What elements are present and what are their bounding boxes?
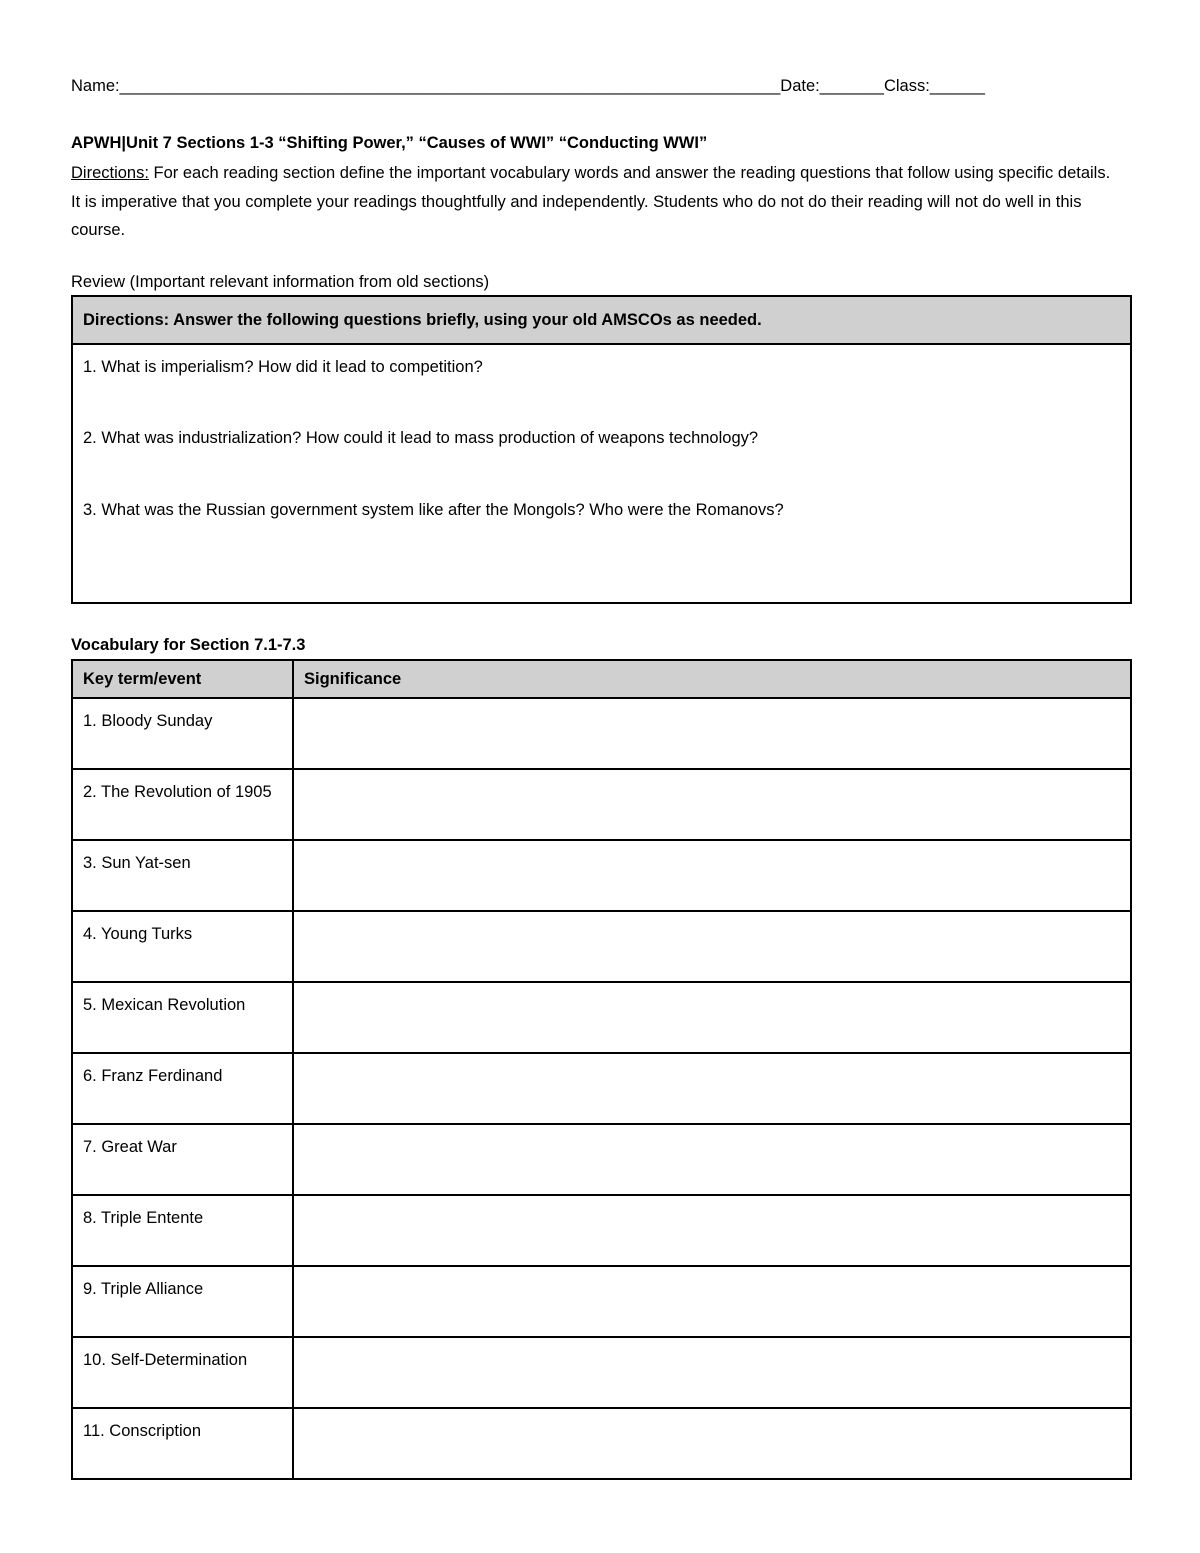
significance-cell[interactable] [293,1266,1131,1337]
key-term-cell: 11. Conscription [72,1408,293,1479]
table-row [72,1053,1131,1124]
significance-cell[interactable] [293,982,1131,1053]
table-row [72,911,1131,982]
table-row [72,698,1131,769]
name-date-class-line[interactable]: Name:________________________________________________________________________Date:_______Class:______ [71,77,985,95]
significance-cell[interactable] [293,1124,1131,1195]
key-term-cell: 6. Franz Ferdinand [72,1053,293,1124]
table-row [72,1195,1131,1266]
table-row [72,840,1131,911]
significance-cell[interactable] [293,911,1131,982]
significance-cell[interactable] [293,1408,1131,1479]
table-row [72,1266,1131,1337]
key-term-cell: 3. Sun Yat-sen [72,840,293,911]
review-question-3[interactable]: 3. What was the Russian government system like after the Mongols? Who were the Romanovs? [83,501,784,519]
key-term-cell: 8. Triple Entente [72,1195,293,1266]
directions-paragraph [71,159,1111,245]
worksheet-title: APWH|Unit 7 Sections 1-3 “Shifting Power,” “Causes of WWI” “Conducting WWI” [71,134,708,152]
table-row [72,982,1131,1053]
key-term-cell: 10. Self-Determination [72,1337,293,1408]
significance-cell[interactable] [293,1337,1131,1408]
key-term-cell: 5. Mexican Revolution [72,982,293,1053]
key-term-cell: 9. Triple Alliance [72,1266,293,1337]
significance-cell[interactable] [293,769,1131,840]
vocabulary-table [71,659,1132,1480]
table-row [72,769,1131,840]
key-term-cell: 2. The Revolution of 1905 [72,769,293,840]
vocabulary-header-row [72,660,1131,698]
directions-text: For each reading section define the important vocabulary words and answer the reading questions that follow using specific details. It is imperative that you complete your readings thoughtfully and independently. Students who do not do their reading will not do well in this course. [71,164,1111,239]
column-header-significance: Significance [293,660,1131,698]
review-label: Review (Important relevant information from old sections) [71,273,490,291]
significance-cell[interactable] [293,840,1131,911]
column-header-key-term: Key term/event [72,660,293,698]
key-term-cell: 4. Young Turks [72,911,293,982]
review-question-2[interactable]: 2. What was industrialization? How could it lead to mass production of weapons technology? [83,429,759,447]
review-question-box [71,295,1132,604]
key-term-cell: 1. Bloody Sunday [72,698,293,769]
directions-label: Directions: [71,164,149,182]
vocabulary-label: Vocabulary for Section 7.1-7.3 [71,636,306,654]
table-row [72,1124,1131,1195]
significance-cell[interactable] [293,698,1131,769]
table-row [72,1337,1131,1408]
significance-cell[interactable] [293,1053,1131,1124]
review-question-1[interactable]: 1. What is imperialism? How did it lead to competition? [83,358,483,376]
review-box-header: Directions: Answer the following questions briefly, using your old AMSCOs as needed. [73,297,1130,345]
key-term-cell: 7. Great War [72,1124,293,1195]
table-row [72,1408,1131,1479]
significance-cell[interactable] [293,1195,1131,1266]
